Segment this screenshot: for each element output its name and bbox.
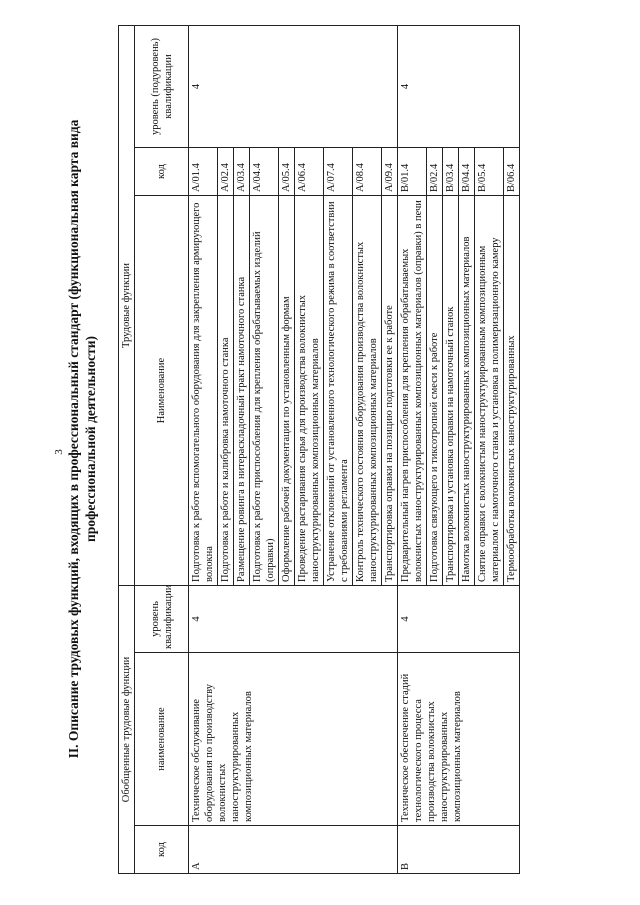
function-name: Подготовка к работе и калибровка намоточного станка [218, 196, 234, 586]
group-level: 4 [189, 586, 398, 653]
table-row [398, 25, 427, 873]
group-code: B [398, 826, 520, 874]
function-level: 4 [189, 25, 398, 147]
function-name: Подготовка связующего и тиксотропной смеси к работе [427, 196, 443, 586]
function-name: Термообработка волокнистых наноструктурированных [504, 196, 520, 586]
function-name: Устранение отклонений от установленного технологического режима в соответствии с требованиями регламента [324, 196, 353, 586]
function-name: Подготовка к работе вспомогательного оборудования для закрепления армирующего волокна [189, 196, 218, 586]
functional-map-table-container [118, 26, 632, 874]
function-name: Снятие оправки с волокнистым наноструктурированным композиционным материалом с намоточного станка и установка в полимеризационную камеру [475, 196, 504, 586]
function-name: Транспортировка оправки на позицию подготовки ее к работе [382, 196, 398, 586]
header-code: код [135, 826, 189, 874]
group-name: Техническое обслуживание оборудования по производству волокнистых наноструктурированных композиционных материалов [189, 653, 398, 826]
function-code: B/03.4 [443, 148, 459, 196]
function-level: 4 [398, 25, 520, 147]
header-level: уровень квалификации [135, 586, 189, 653]
header-generalized-functions: Обобщенные трудовые функции [119, 586, 135, 874]
function-code: A/08.4 [353, 148, 382, 196]
group-level: 4 [398, 586, 520, 653]
page-number: 3 [53, 449, 65, 455]
group-name: Техническое обеспечение стадий технологического процесса производства волокнистых наноструктурированных композиционных материалов [398, 653, 520, 826]
function-code: B/05.4 [475, 148, 504, 196]
section-heading [65, 59, 99, 819]
function-name: Подготовка к работе приспособления для крепления обрабатываемых изделий (оправки) [250, 196, 279, 586]
function-name: Предварительный нагрев приспособления для крепления обрабатываемых волокнистых наноструктурированных композиционных материалов (оправки) в печи [398, 196, 427, 586]
function-code: A/03.4 [234, 148, 250, 196]
function-name: Контроль технического состояния оборудования производства волокнистых наноструктурированных композиционных материалов [353, 196, 382, 586]
header-tf-code: код [135, 148, 189, 196]
header-labor-functions: Трудовые функции [119, 25, 135, 585]
function-name: Намотка волокнистых наноструктурированных композиционных материалов [459, 196, 475, 586]
header-tf-level: уровень (подуровень) квалификации [135, 25, 189, 147]
header-name: наименование [135, 653, 189, 826]
function-code: A/04.4 [250, 148, 279, 196]
function-code: B/01.4 [398, 148, 427, 196]
function-code: A/05.4 [279, 148, 295, 196]
section-heading-line-1: II. Описание трудовых функций, входящих в профессиональный стандарт (функциональная карта вида [66, 119, 81, 759]
function-code: A/06.4 [295, 148, 324, 196]
function-name: Проведение растаривания сырья для производства волокнистых наноструктурированных композиционных материалов [295, 196, 324, 586]
table-header-row-columns [135, 25, 189, 873]
function-code: A/02.4 [218, 148, 234, 196]
group-code: A [189, 826, 398, 874]
function-name: Транспортировка и установка оправки на намоточный станок [443, 196, 459, 586]
table-header-row-groups [119, 25, 135, 873]
table-row [189, 25, 218, 873]
function-code: A/01.4 [189, 148, 218, 196]
function-name: Оформление рабочей документации по установленным формам [279, 196, 295, 586]
function-name: Размещение ровинга в нитераскладочный тракт намоточного станка [234, 196, 250, 586]
function-code: B/04.4 [459, 148, 475, 196]
function-code: A/07.4 [324, 148, 353, 196]
header-tf-name: Наименование [135, 196, 189, 586]
function-code: B/06.4 [504, 148, 520, 196]
functional-map-table [118, 25, 520, 874]
function-code: A/09.4 [382, 148, 398, 196]
function-code: B/02.4 [427, 148, 443, 196]
section-heading-line-2: профессиональной деятельности) [83, 336, 98, 542]
